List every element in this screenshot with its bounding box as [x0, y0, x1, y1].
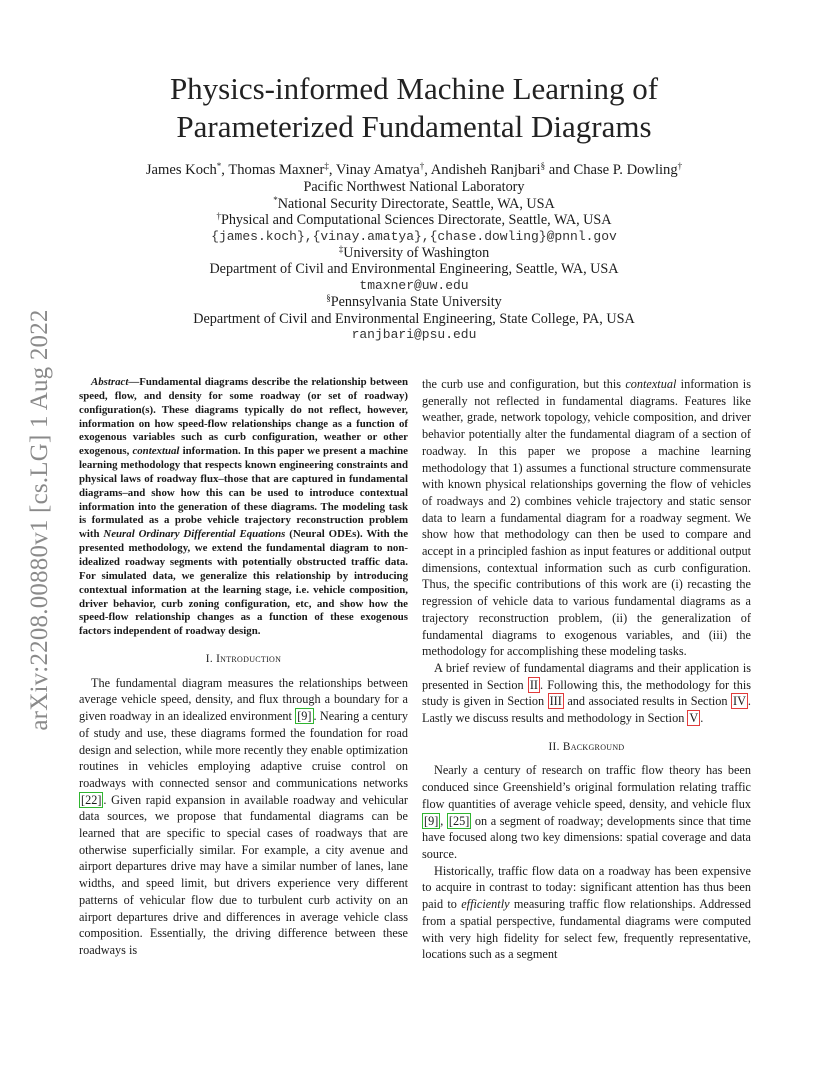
affiliation-line [80, 294, 748, 310]
title-line-2: Parameterized Fundamental Diagrams [176, 109, 652, 144]
affiliation-mark: † [216, 211, 221, 222]
affiliation-mark: ‡ [338, 244, 344, 255]
body-text: and associated results in Section [563, 694, 731, 709]
body-text: . [700, 711, 704, 726]
body-emphasis: efficiently [461, 897, 510, 912]
email-line: tmaxner@uw.edu [359, 277, 469, 293]
left-column [79, 376, 408, 959]
author-names [80, 162, 748, 178]
author-mark: § [540, 161, 546, 171]
affiliation-line [80, 196, 748, 212]
citation-link[interactable]: [9] [424, 813, 439, 828]
body-emphasis: contextual [625, 377, 677, 391]
affiliation-text: Physical and Computational Sciences Directorate, Seattle, WA, USA [220, 212, 612, 229]
abstract-emphasis: Neural Ordinary Differential Equations [103, 528, 286, 541]
citation-link[interactable]: [22] [81, 792, 102, 807]
body-text: the curb use and configuration, but this [422, 377, 626, 391]
body-text: . Following this, the methodology for this study is given in Section [422, 677, 751, 709]
email-line: {james.koch},{vinay.amatya},{chase.dowling}@pnnl.gov [211, 228, 617, 244]
affiliation-line: Department of Civil and Environmental Engineering, Seattle, WA, USA [209, 261, 619, 278]
body-paragraph [79, 675, 408, 959]
author-name: , Thomas Maxner [221, 162, 325, 178]
affiliation-mark: * [273, 194, 278, 205]
body-text: . Lastly we discuss results and methodology in Section [422, 694, 751, 726]
right-column [422, 376, 751, 963]
affiliation-line [80, 212, 748, 228]
abstract-text: information. In this paper we present a machine learning methodology that respects known engineering constraints and physical laws of roadway flux–those that are captured in fundamental diagrams–and show how this can be used to introduce contextual information into the generation of these diagrams. The modeling task is formulated as a probe vehicle trajectory reconstruction problem with [79, 445, 408, 541]
body-paragraph [422, 660, 751, 727]
body-text: A brief review of fundamental diagrams and their application is presented in Section [422, 660, 751, 692]
citation-link[interactable]: [9] [297, 709, 312, 724]
abstract-paragraph [79, 376, 408, 639]
abstract-emphasis: contextual [132, 445, 180, 458]
author-mark: † [419, 161, 425, 171]
affiliation-text: National Security Directorate, Seattle, WA, USA [277, 195, 555, 212]
affiliation-line [80, 245, 748, 261]
body-text: Nearly a century of research on traffic flow theory has been conduced since Greenshield’s original formulation relating traffic flow quantities of average vehicle speed, density, and vehicle flux [422, 763, 751, 811]
body-paragraph [422, 863, 751, 963]
body-text: . Given rapid expansion in available roadway and vehicular data sources, we propose that fundamental diagrams can be learned that are specific to special cases of roadways that are otherwise superficially similar. For example, a city avenue and airport departures drive may have a similar number of lanes, lane widths, and speed limit, but drivers experience very different patterns of vehicular flow due to turbulent curb activity on an airport departures drive and differences in average vehicle class composition. Essentially, the driving difference between these roadways is [79, 792, 408, 957]
citation-link[interactable]: [25] [448, 813, 470, 828]
body-text: Historically, traffic flow data on a roadway has been expensive to acquire in contrast to today: significant attention has thus been paid to [422, 863, 751, 912]
body-text: , [440, 813, 447, 828]
affiliation-mark: § [326, 293, 331, 304]
body-text: . Nearing a century of study and use, these diagrams formed the foundation for road design and selection, while more recently they enable optimization routines in vehicles employing adaptive cruise control on roadways with connected sensor and communications networks [79, 709, 409, 790]
author-name: and Chase P. Dowling [545, 162, 678, 178]
affiliation-text: Pennsylvania State University [330, 294, 502, 311]
body-text: on a segment of roadway; developments since that time have focused along two key dimensions: spatial coverage and data source. [422, 813, 751, 861]
affiliation-text: University of Washington [343, 245, 490, 262]
body-text: The fundamental diagram measures the relationships between average vehicle speed, density, and flux through a boundary for a given roadway in an idealized environment [79, 675, 408, 724]
section-link[interactable]: V [689, 711, 699, 726]
body-paragraph-continued [422, 376, 751, 660]
body-text: measuring traffic flow relationships. Addressed from a spatial perspective, fundamental diagrams were computed with very high fidelity for select few, frequently representative, locations such as a segment [422, 897, 751, 962]
body-text: information is generally not reflected in fundamental diagrams. Features like weather, grade, network topology, vehicle composition, and driver behavior potentially alter the fundamental diagram of a section of roadway. In this paper we propose a machine learning methodology that 1) assumes a functional structure commensurate with known physical relationships governing the flow of vehicles of roadways and 2) combines vehicle trajectory and static sensor data to learn a fundamental diagram for a roadway segment. We show how that methodology can then be used to compare and accept in a principled fashion as input features or additional output dimensions, contextual information such as curb configuration. Thus, the specific contributions of this work are (i) recasting the regression of vehicle data to various fundamental diagrams as a trajectory reconstruction problem, (ii) the generalization of fundamental diagrams to exogenous variables, and (iii) the methodology for accomplishing these modeling tasks. [422, 377, 751, 659]
title-line-1: Physics-informed Machine Learning of [169, 71, 659, 106]
paper-title [80, 70, 748, 146]
arxiv-identifier [22, 285, 58, 755]
body-paragraph [422, 762, 751, 862]
email-line: ranjbari@psu.edu [351, 327, 477, 343]
section-link[interactable]: III [549, 694, 562, 709]
section-heading-background: II. Background [548, 740, 625, 753]
author-mark: * [216, 161, 222, 171]
abstract-text: (Neural ODEs). With the presented methodology, we extend the fundamental diagram to non-idealized roadway segments with potentially obstructed traffic data. For simulated data, we generalize this relationship by introducing contextual information at the learning stage, i.e. vehicle composition, driver behavior, curb zoning configuration, etc, and show how the speed-flow relationship changes as a function of these exogenous factors independent of roadway design. [79, 528, 409, 638]
section-link[interactable]: II [529, 677, 538, 692]
affiliation-line: Department of Civil and Environmental Engineering, State College, PA, USA [193, 310, 635, 327]
abstract-text: —Fundamental diagrams describe the relationship between speed, flow, and density for some roadway (or set of roadway) configuration(s). These diagrams typically do not reflect, however, information on how speed-flow relationships change as a function of exogenous variables such as curb configuration, weather or other exogenous, [79, 376, 408, 458]
author-mark: † [677, 161, 683, 171]
author-block [80, 162, 748, 343]
arxiv-identifier-text: arXiv:2208.00880v1 [cs.LG] 1 Aug 2022 [26, 309, 53, 731]
affiliation-line: Pacific Northwest National Laboratory [303, 179, 525, 196]
author-name: , Andisheh Ranjbari [424, 162, 541, 178]
section-heading-introduction: I. Introduction [205, 653, 282, 666]
section-link[interactable]: IV [732, 694, 746, 709]
author-name: James Koch [145, 162, 217, 178]
author-name: , Vinay Amatya [328, 162, 420, 178]
author-mark: ‡ [324, 161, 329, 171]
abstract-label: Abstract [91, 376, 129, 388]
